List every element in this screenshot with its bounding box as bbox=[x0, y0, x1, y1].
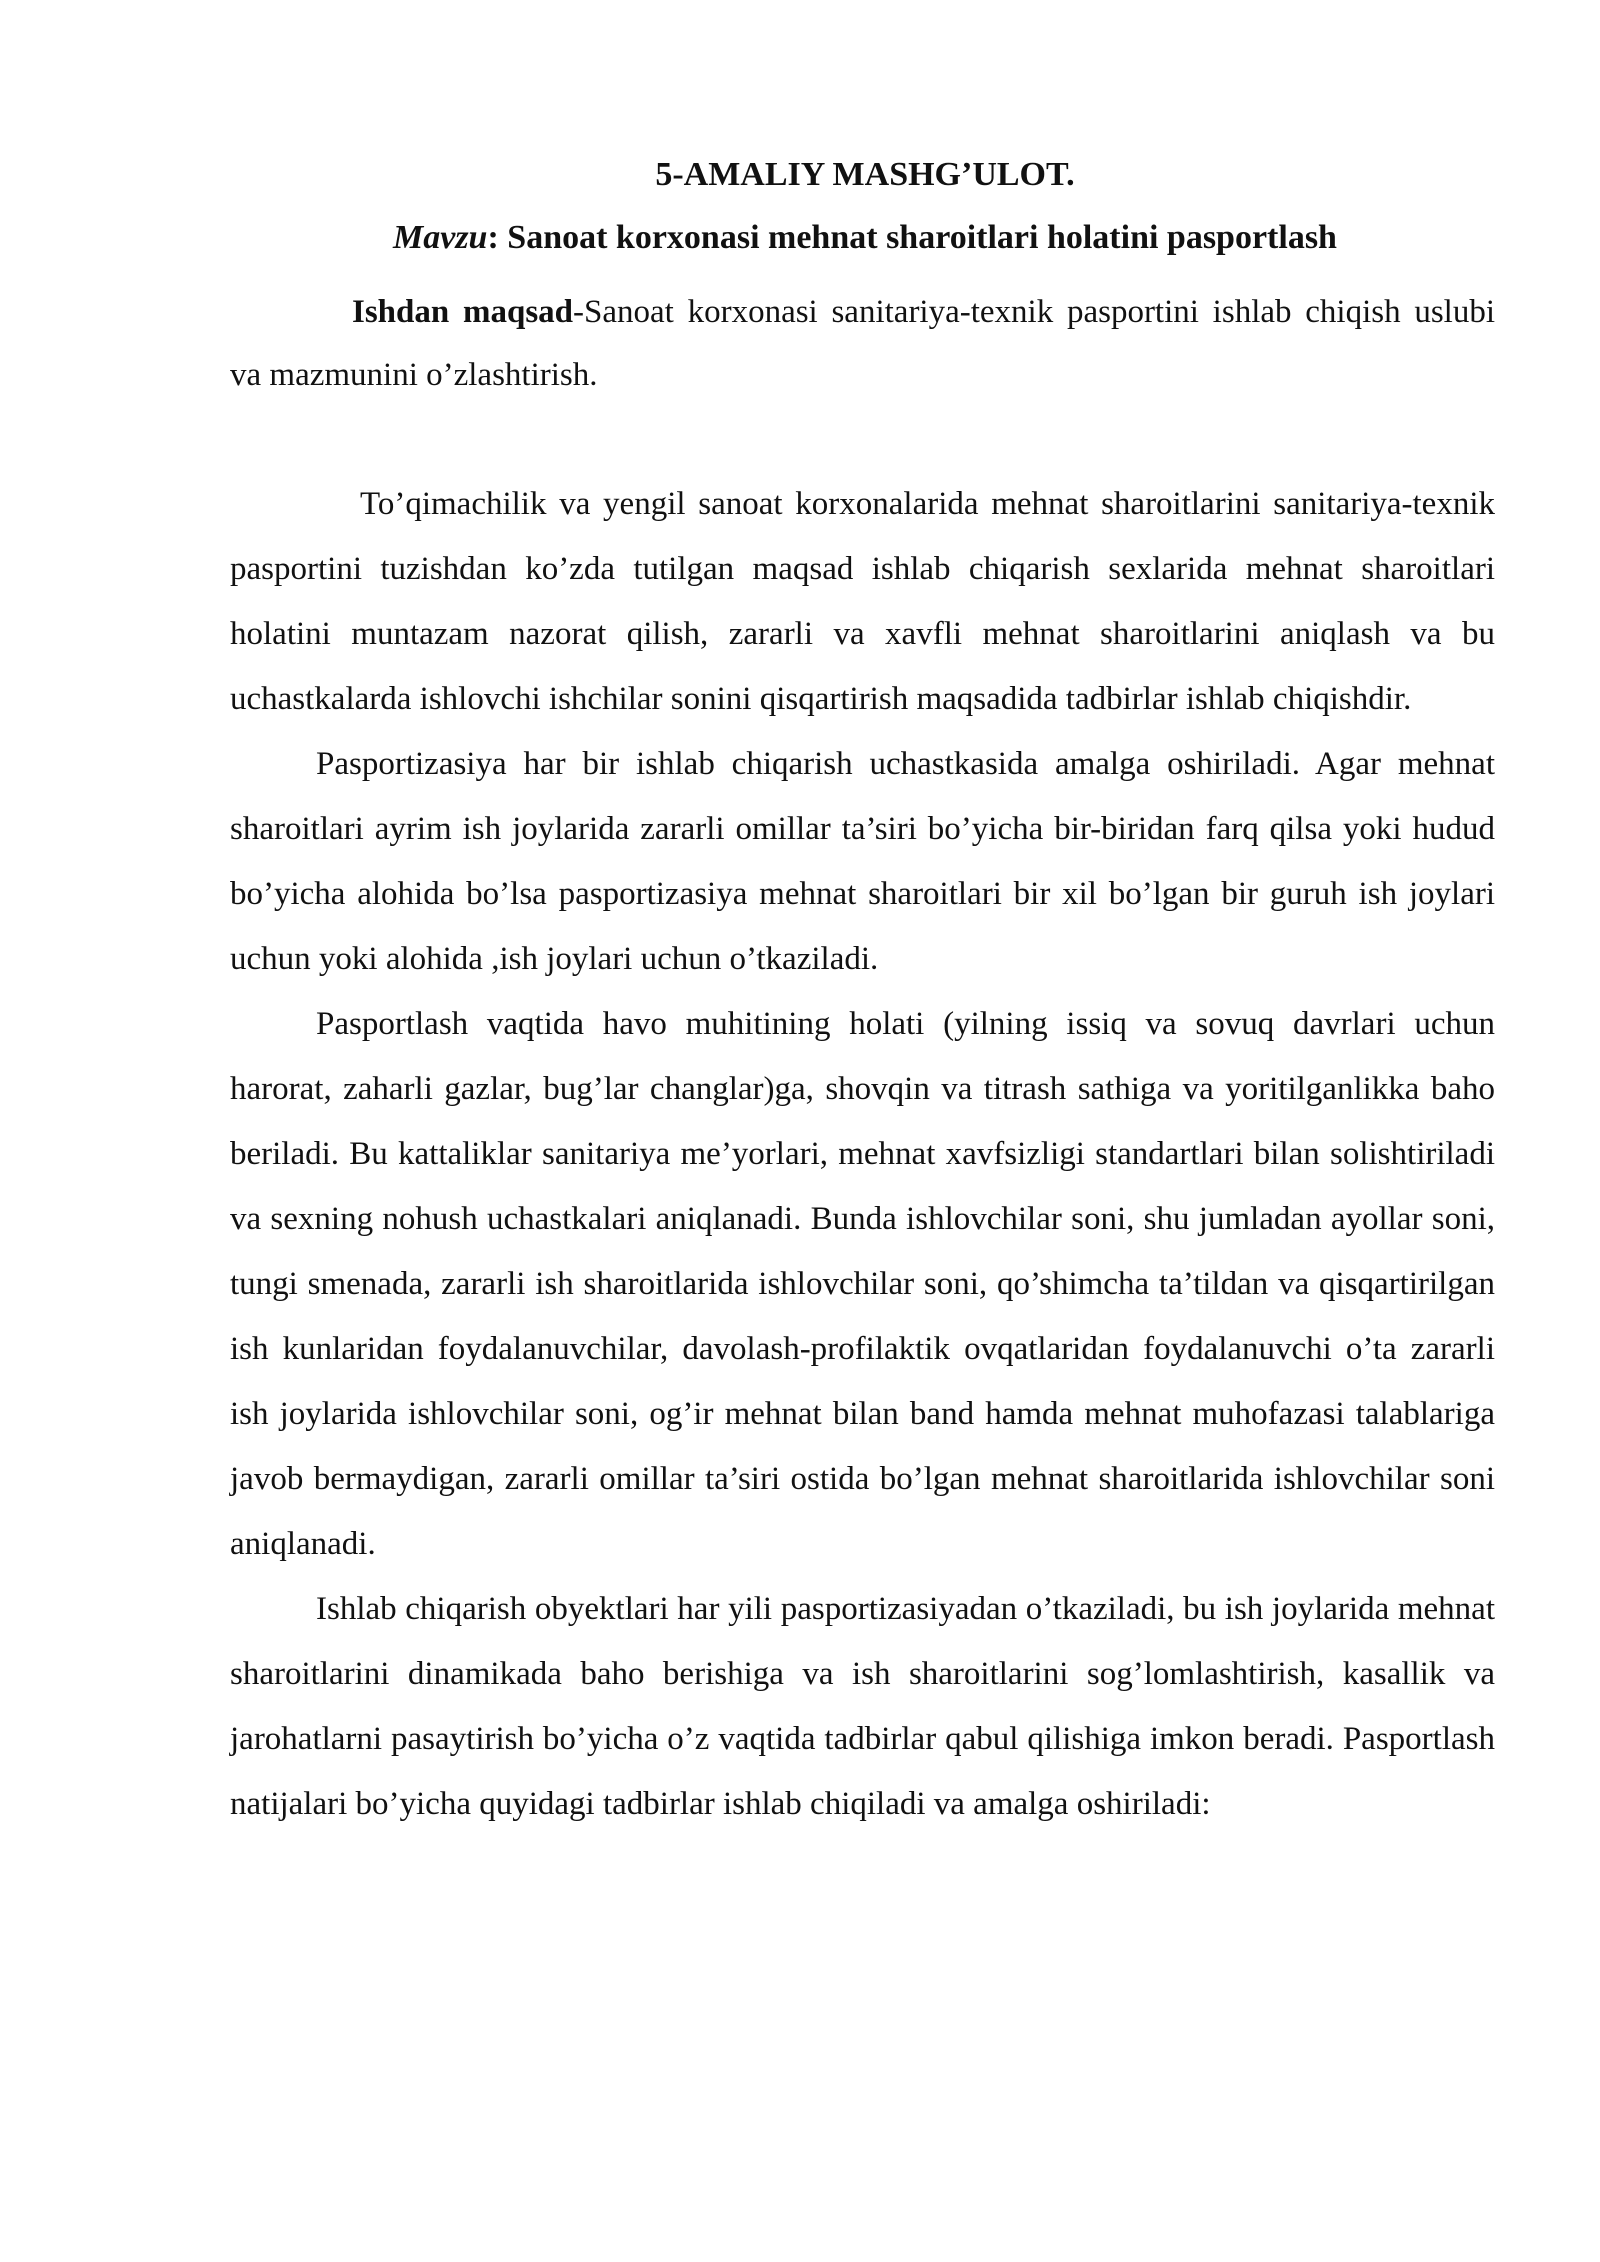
topic-label: Mavzu bbox=[393, 219, 488, 256]
paragraph: Pasportlash vaqtida havo muhitining holati (yilning issiq va sovuq davrlari uchun harorat, zaharli gazlar, bug’lar changlar)ga, shovqin va titrash sathiga va yoritilganlikka baho beriladi. Bu kattaliklar sanitariya me’yorlari, mehnat xavfsizligi standartlari bilan solishtiriladi va sexning nohush uchastkalari aniqlanadi. Bunda ishlovchilar soni, shu jumladan ayollar soni, tungi smenada, zararli ish sharoitlarida ishlovchilar soni, qo’shimcha ta’tildan va qisqartirilgan ish kunlaridan foydalanuvchilar, davolash-profilaktik ovqatlaridan foydalanuvchi o’ta zararli ish joylarida ishlovchilar soni, og’ir mehnat bilan band hamda mehnat muhofazasi talablariga javob bermaydigan, zararli omillar ta’siri ostida bo’lgan mehnat sharoitlarida ishlovchilar soni aniqlanadi. bbox=[230, 1006, 1495, 1562]
topic-text: : Sanoat korxonasi mehnat sharoitlari holatini pasportlash bbox=[487, 219, 1337, 256]
body-text bbox=[230, 472, 1495, 1837]
goal-label: Ishdan maqsad bbox=[352, 294, 574, 330]
paragraph: Pasportizasiya har bir ishlab chiqarish uchastkasida amalga oshiriladi. Agar mehnat sharoitlari ayrim ish joylarida zararli omillar ta’siri bo’yicha bir-biridan farq qilsa yoki hudud bo’yicha alohida bo’lsa pasportizasiya mehnat sharoitlari bir xil bo’lgan bir guruh ish joylari uchun yoki alohida ,ish joylari uchun o’tkaziladi. bbox=[230, 746, 1495, 977]
page-title: 5-AMALIY MASHG’ULOT. bbox=[655, 156, 1075, 193]
topic-heading bbox=[230, 213, 1500, 263]
goal-statement bbox=[230, 281, 1495, 407]
paragraph: To’qimachilik va yengil sanoat korxonalarida mehnat sharoitlarini sanitariya-texnik pasportini tuzishdan ko’zda tutilgan maqsad ishlab chiqarish sexlarida mehnat sharoitlari holatini muntazam nazorat qilish, zararli va xavfli mehnat sharoitlarini aniqlash va bu uchastkalarda ishlovchi ishchilar sonini qisqartirish maqsadida tadbirlar ishlab chiqishdir. bbox=[230, 486, 1495, 717]
goal-text: -Sanoat korxonasi sanitariya-texnik pasportini ishlab chiqish uslubi va mazmunini o’zlashtirish. bbox=[230, 294, 1495, 393]
paragraph: Ishlab chiqarish obyektlari har yili pasportizasiyadan o’tkaziladi, bu ish joylarida mehnat sharoitlarini dinamikada baho berishiga va ish sharoitlarini sog’lomlashtirish, kasallik va jarohatlarni pasaytirish bo’yicha o’z vaqtida tadbirlar qabul qilishiga imkon beradi. Pasportlash natijalari bo’yicha quyidagi tadbirlar ishlab chiqiladi va amalga oshiriladi: bbox=[230, 1591, 1495, 1822]
